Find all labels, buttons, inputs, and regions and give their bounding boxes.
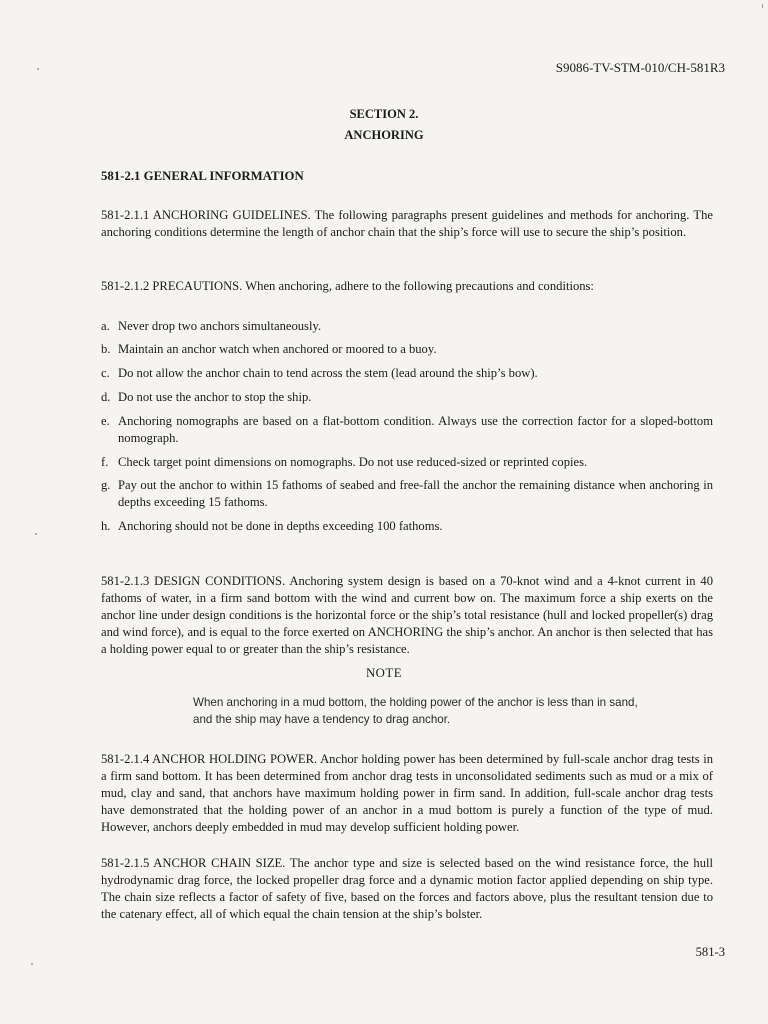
list-item-text: Pay out the anchor to within 15 fathoms of seabed and free-fall the anchor the remaining distance when anchoring in depths exceeding 15 fathoms.	[118, 478, 713, 509]
paragraph-design-conditions: 581-2.1.3 DESIGN CONDITIONS. Anchoring system design is based on a 70-knot wind and a 4-knot current in 40 fathoms of water, in a firm sand bottom with the wind and current bow on. The maximum force a ship exerts on the anchor line under design conditions is the horizontal force or the ship’s total resistance (hull and locked propeller(s) drag and wind force), and is equal to the force exerted on ANCHORING the ship’s anchor. An anchor is then selected that has a holding power equal to or greater than the ship’s resistance.	[101, 574, 713, 656]
list-item-text: Never drop two anchors simultaneously.	[118, 319, 322, 333]
page-number: 581-3	[695, 945, 725, 959]
paragraph-precautions: 581-2.1.2 PRECAUTIONS. When anchoring, adhere to the following precautions and conditions:	[101, 279, 594, 293]
list-item-text: Maintain an anchor watch when anchored or moored to a buoy.	[118, 342, 437, 356]
note-title: NOTE	[365, 666, 403, 680]
list-item-letter: e.	[101, 414, 110, 428]
list-item-text: Anchoring nomographs are based on a flat-bottom condition. Always use the correction factor for a sloped-bottom nomograph.	[118, 414, 713, 445]
list-item-text: Do not allow the anchor chain to tend across the stem (lead around the ship’s bow).	[118, 366, 538, 380]
list-item-letter: a.	[101, 319, 110, 333]
list-item-letter: b.	[101, 342, 111, 356]
list-item	[101, 318, 713, 335]
list-item	[101, 454, 713, 471]
list-item-text: Do not use the anchor to stop the ship.	[118, 390, 312, 404]
list-item-letter: h.	[101, 519, 111, 533]
scan-speck	[31, 963, 33, 965]
scan-speck	[35, 533, 37, 535]
list-item	[101, 518, 713, 535]
section-title: ANCHORING	[344, 128, 424, 142]
paragraph-anchoring-guidelines: 581-2.1.1 ANCHORING GUIDELINES. The following paragraphs present guidelines and methods for anchoring. The anchoring conditions determine the length of anchor chain that the ship’s force will use to secure the ship’s position.	[101, 208, 713, 239]
section-number: SECTION 2.	[349, 107, 419, 121]
paragraph-anchor-holding-power: 581-2.1.4 ANCHOR HOLDING POWER. Anchor holding power has been determined by full-scale anchor drag tests in a firm sand bottom. It has been determined from anchor drag tests in unconsolidated sediments such as mud or a mix of mud, clay and sand, that anchors have maximum holding power in firm sand. In addition, full-scale anchor drag tests have demonstrated that the holding power of an anchor in a mud bottom is purely a function of the type of mud. However, anchors deeply embedded in mud may develop sufficient holding power.	[101, 752, 713, 834]
note-body: When anchoring in a mud bottom, the holding power of the anchor is less than in sand, and the ship may have a tendency to drag anchor.	[193, 696, 638, 726]
subsection-heading: 581-2.1 GENERAL INFORMATION	[101, 169, 304, 183]
list-item	[101, 413, 713, 447]
list-item-letter: f.	[101, 455, 109, 469]
list-item	[101, 365, 713, 382]
list-item-text: Anchoring should not be done in depths exceeding 100 fathoms.	[118, 519, 443, 533]
paragraph-anchor-chain-size: 581-2.1.5 ANCHOR CHAIN SIZE. The anchor type and size is selected based on the wind resistance force, the hull hydrodynamic drag force, the locked propeller drag force and a dynamic motion factor applied depending on ship type. The chain size reflects a factor of safety of five, based on the forces and factors above, plus the resultant tension due to the catenary effect, all of which equal the chain tension at the ship’s bolster.	[101, 856, 713, 921]
scan-speck	[37, 68, 39, 70]
scan-speck	[762, 4, 763, 8]
list-item	[101, 389, 713, 406]
list-item-letter: c.	[101, 366, 110, 380]
list-item	[101, 341, 713, 358]
list-item	[101, 477, 713, 511]
document-id: S9086-TV-STM-010/CH-581R3	[555, 60, 725, 75]
list-item-letter: d.	[101, 390, 111, 404]
list-item-text: Check target point dimensions on nomographs. Do not use reduced-sized or reprinted copies.	[118, 455, 588, 469]
list-item-letter: g.	[101, 478, 111, 492]
